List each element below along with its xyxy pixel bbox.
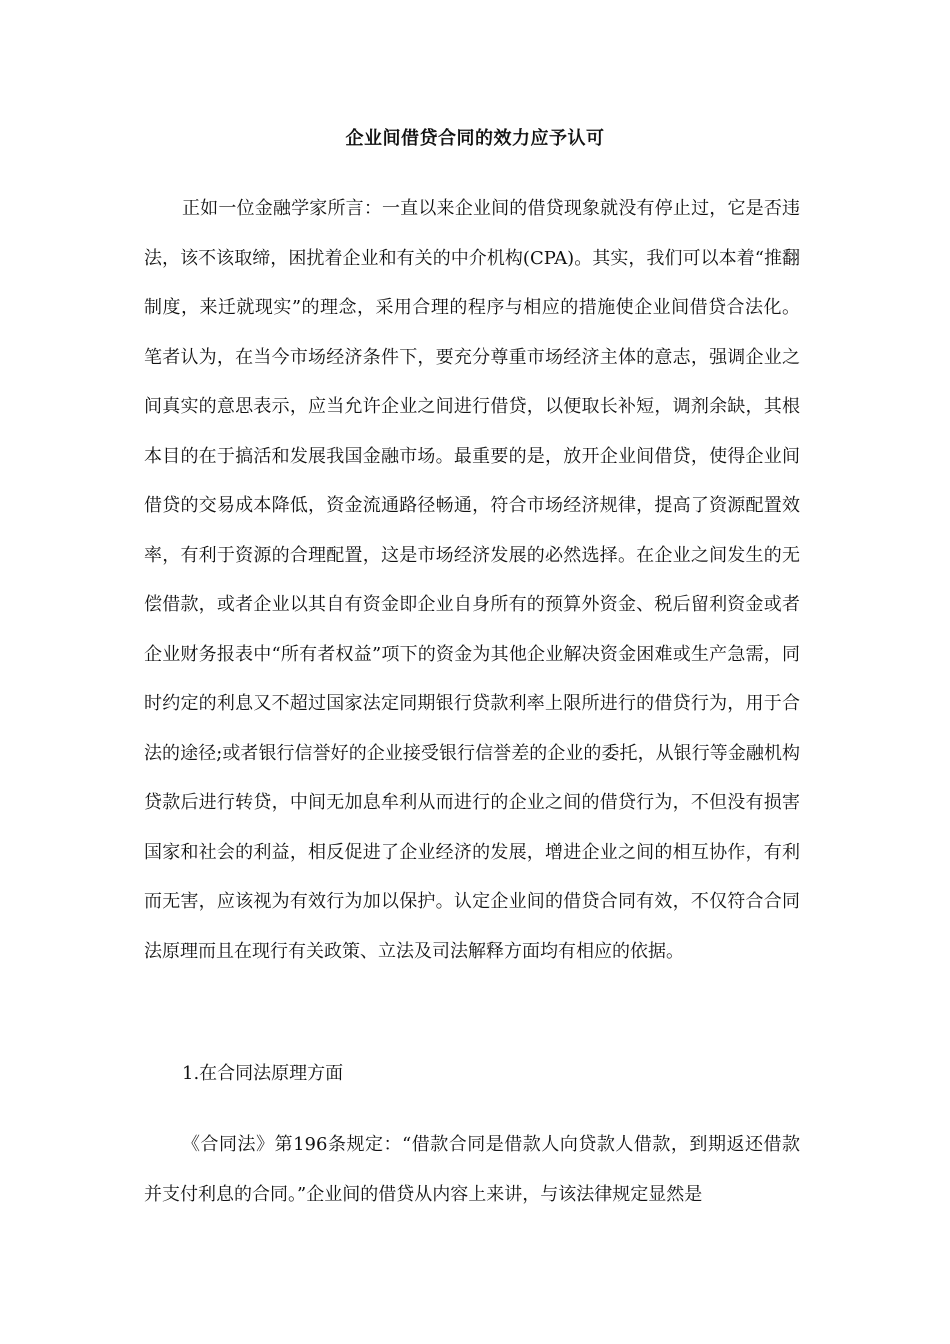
section-body-paragraph: 《合同法》第196条规定：“借款合同是借款人向贷款人借款，到期返还借款并支付利息的合同。”企业间的借贷从内容上来讲，与该法律规定显然是: [144, 1134, 800, 1205]
section-heading: 1.在合同法原理方面: [182, 1063, 344, 1084]
document-title: 企业间借贷合同的效力应予认可: [345, 128, 605, 149]
intro-paragraph: 正如一位金融学家所言：一直以来企业间的借贷现象就没有停止过，它是否违法，该不该取缔，困扰着企业和有关的中介机构(CPA)。其实，我们可以本着“推翻制度，来迁就现实”的理念，采用合理的程序与相应的措施使企业间借贷合法化。笔者认为，在当今市场经济条件下，要充分尊重市场经济主体的意志，强调企业之间真实的意思表示，应当允许企业之间进行借贷，以便取长补短，调剂余缺，其根本目的在于搞活和发展我国金融市场。最重要的是，放开企业间借贷，使得企业间借贷的交易成本降低，资金流通路径畅通，符合市场经济规律，提高了资源配置效率，有利于资源的合理配置，这是市场经济发展的必然选择。在企业之间发生的无偿借款，或者企业以其自有资金即企业自身所有的预算外资金、税后留利资金或者企业财务报表中“所有者权益”项下的资金为其他企业解决资金困难或生产急需，同时约定的利息又不超过国家法定同期银行贷款利率上限所进行的借贷行为，用于合法的途径;或者银行信誉好的企业接受银行信誉差的企业的委托，从银行等金融机构贷款后进行转贷，中间无加息牟利从而进行的企业之间的借贷行为，不但没有损害国家和社会的利益，相反促进了企业经济的发展，增进企业之间的相互协作，有利而无害，应该视为有效行为加以保护。认定企业间的借贷合同有效，不仅符合合同法原理而且在现行有关政策、立法及司法解释方面均有相应的依据。: [144, 198, 800, 962]
